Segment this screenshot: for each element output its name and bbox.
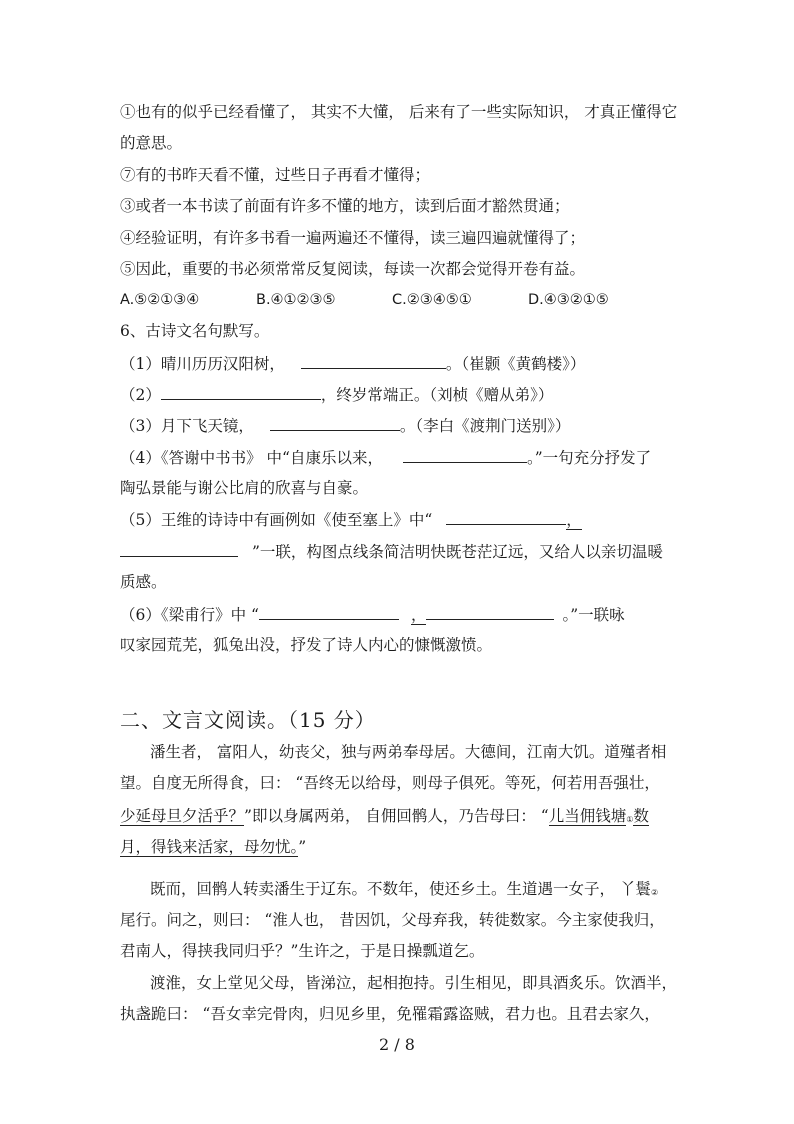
answer-options: [120, 289, 609, 311]
option-d: D.④③②①⑤: [528, 292, 609, 308]
question-6-title: 6、古诗文名句默写。: [120, 322, 270, 340]
sentence-3: ③或者一本书读了前面有许多不懂的地方，读到后面才豁然贯通；: [120, 197, 570, 215]
passage-p3-line2: 执盏跪曰： “吾女幸完骨肉，归见乡里，免罹霜露盗贼，君力也。且君去家久，: [120, 1005, 660, 1023]
passage-p1-line4-end: ”: [298, 838, 307, 856]
q6-item-3-prefix: （3）月下飞天镜，: [120, 417, 254, 435]
underlined-phrase-3: 月，得钱来活家，母勿忧。: [120, 838, 299, 856]
footnote-mark-1: ①: [626, 815, 634, 824]
passage-p1-line1: 潘生者， 富阳人，幼丧父，独与两弟奉母居。大德间，江南大饥。道殣者相: [150, 743, 667, 761]
footnote-mark-2: ②: [650, 888, 659, 897]
sentence-4: ④经验证明，有许多书看一遍两遍还不懂得，读三遍四遍就懂得了；: [120, 229, 586, 247]
q6-item-3: [120, 414, 570, 437]
passage-p1-line3: [120, 805, 649, 830]
q6-item-2: [120, 383, 553, 406]
q6-item-4-cont: 陶弘景能与谢公比肩的欣喜与自豪。: [120, 479, 369, 497]
passage-p2-line3: 君南人，得挟我同归乎？”生许之，于是日操瓢道乞。: [120, 942, 485, 960]
q6-item-6-cont: 叹家园荒芜，狐兔出没，抒发了诗人内心的慷慨激愤。: [120, 636, 493, 654]
q6-item-4-blank[interactable]: [403, 446, 527, 463]
q6-item-6-comma: ，: [410, 606, 427, 624]
q6-item-6: [120, 603, 625, 626]
q6-item-2-prefix: （2）: [120, 386, 161, 404]
q6-item-5-cont: 质感。: [120, 573, 167, 591]
passage-p3-line1: 渡淮，女上堂见父母，皆涕泣，起相抱持。引生相见，即具酒炙乐。饮酒半，: [150, 974, 678, 992]
q6-item-3-suffix: 。（李白《渡荆门送别》）: [399, 417, 571, 435]
sentence-1-cont: 的意思。: [120, 134, 183, 152]
q6-item-5-comma: ，: [566, 511, 582, 529]
q6-item-6-prefix: （6）《梁甫行》中 “: [120, 606, 259, 624]
underlined-phrase-2: 儿当佣钱塘: [548, 807, 627, 825]
sentence-2: ⑦有的书昨天看不懂，过些日子再看才懂得；: [120, 166, 431, 184]
q6-item-1-suffix: 。（崔颢《黄鹤楼》）: [445, 355, 586, 373]
q6-item-5: [120, 508, 582, 531]
q6-item-4-suffix: 。”一句充分抒发了: [526, 449, 652, 467]
q6-item-5-suffix: ”一联，构图点线条简洁明快既苍茫辽远，又给人以亲切温暖: [252, 543, 663, 561]
underlined-phrase-1: 少延母旦夕活乎？: [120, 807, 245, 825]
sentence-5: ⑤因此，重要的书必须常常反复阅读，每读一次都会觉得开卷有益。: [120, 260, 586, 278]
underlined-phrase-2-end: 数: [633, 807, 649, 825]
q6-item-1-prefix: （1）晴川历历汉阳树，: [120, 355, 285, 373]
sentence-1: ①也有的似乎已经看懂了， 其实不大懂， 后来有了一些实际知识， 才真正懂得它: [120, 103, 678, 121]
q6-item-2-blank[interactable]: [161, 383, 321, 400]
passage-p1-line2: 望。自度无所得食，曰： “吾终无以给母，则母子俱死。等死，何若用吾强壮，: [120, 774, 660, 792]
passage-p2-line2: 尾行。问之，则曰： “淮人也， 昔因饥，父母弃我，转徙数家。今主家使我归，: [120, 911, 665, 929]
q6-item-4: [120, 446, 651, 469]
q6-item-2-suffix: ，终岁常端正。（刘桢《赠从弟》）: [320, 386, 554, 404]
page-number: 2 / 8: [379, 1035, 415, 1054]
passage-p1-line3-mid: ”即以身属两弟， 自佣回鹘人，乃告母曰： “: [244, 807, 549, 825]
passage-p2-line1-text: 既而，回鹘人转卖潘生于辽东。不数年，使还乡土。生道遇一女子， 丫鬟: [150, 880, 651, 898]
q6-item-1-blank[interactable]: [301, 352, 446, 369]
q6-item-6-blank-1[interactable]: [259, 603, 399, 620]
q6-item-6-blank-2[interactable]: [426, 603, 554, 620]
q6-item-5-prefix: （5）王维的诗诗中有画例如《使至塞上》中“: [120, 511, 433, 529]
q6-item-1: [120, 352, 585, 375]
q6-item-4-prefix: （4）《答谢中书书》 中“自康乐以来，: [120, 449, 383, 467]
q6-item-5-blank-1[interactable]: [446, 508, 566, 525]
q6-item-5-blank-2[interactable]: [120, 540, 238, 557]
option-b: B.④①②③⑤: [256, 292, 336, 308]
q6-item-6-suffix: 。”一联咏: [562, 606, 625, 624]
passage-p2-line1: [150, 878, 658, 903]
q6-item-3-blank[interactable]: [270, 414, 400, 431]
section-2-heading: 二、文言文阅读。（15 分）: [120, 708, 376, 732]
q6-item-5-line2: [120, 540, 663, 563]
option-c: C.②③④⑤①: [392, 292, 472, 308]
option-a: A.⑤②①③④: [120, 292, 200, 308]
passage-p1-line4: [120, 836, 306, 858]
